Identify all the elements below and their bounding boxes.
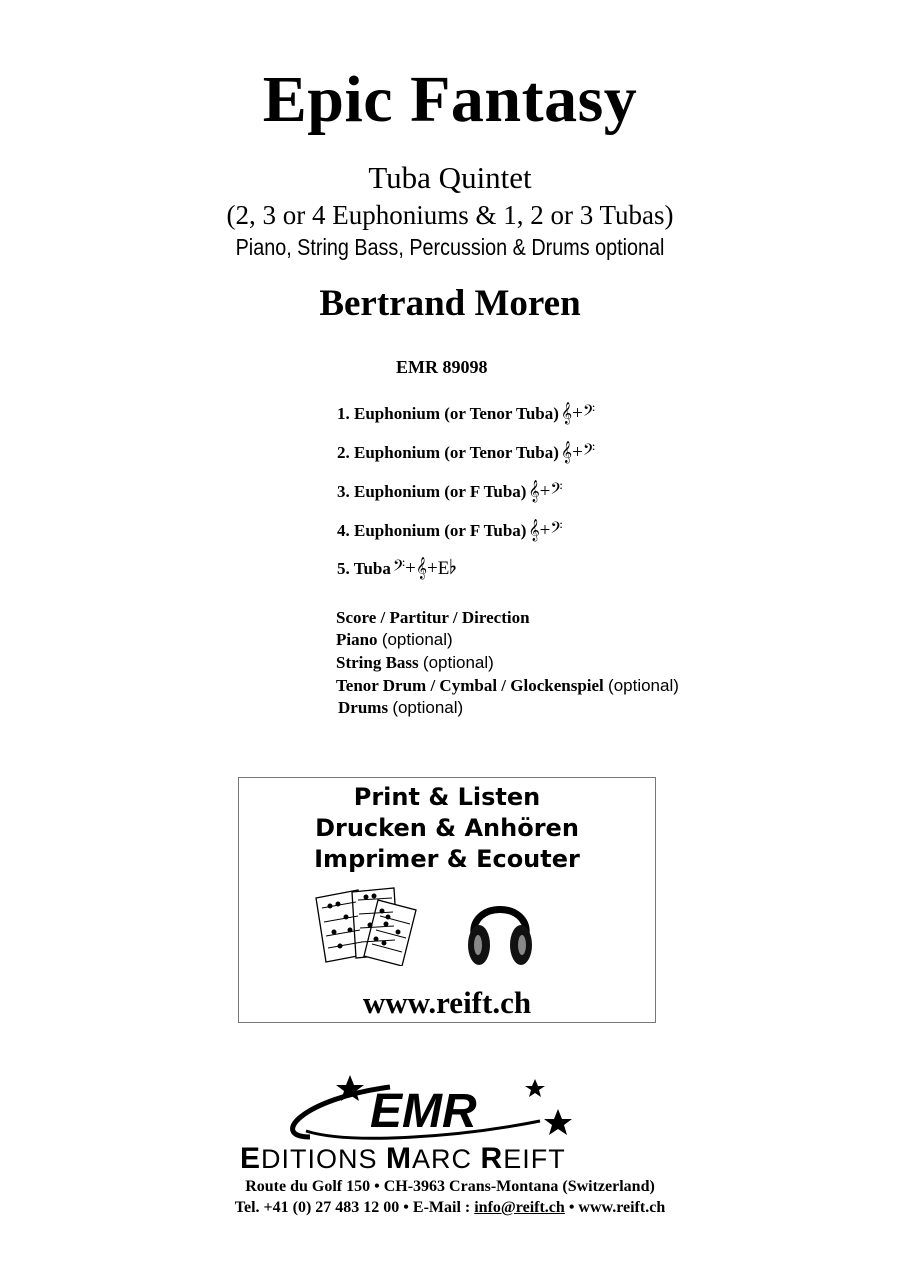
optional-note: (optional) — [422, 653, 494, 672]
website-link[interactable]: www.reift.ch — [362, 985, 532, 1020]
logo-text: EMR — [370, 1085, 477, 1138]
page-title: Epic Fantasy — [262, 63, 638, 136]
part-item — [337, 558, 456, 580]
optional-note: (optional) — [608, 676, 679, 695]
composer: Bertrand Moren — [319, 283, 581, 324]
publisher-name-part: E — [240, 1142, 262, 1171]
promo-line-imprimer: Imprimer & Ecouter — [314, 845, 580, 873]
score-item — [336, 608, 530, 628]
optional-note: (optional) — [381, 630, 453, 649]
optional-note: (optional) — [392, 698, 464, 717]
subtitle: Tuba Quintet — [368, 160, 532, 195]
publisher-name-part: DITIONS — [261, 1144, 387, 1171]
clef-icon: 𝄞+𝄢 — [528, 520, 563, 541]
clef-icon: 𝄞+𝄢 — [560, 442, 596, 463]
promo-line-print-listen: Print & Listen — [353, 783, 541, 811]
headphones-icon — [464, 887, 536, 969]
part-label: 5. Tuba — [337, 559, 391, 578]
sheet-music-icon — [312, 884, 424, 966]
part-item — [337, 442, 595, 464]
clef-icon: 𝄞+𝄢 — [560, 403, 596, 424]
contact-phone: Tel. +41 (0) 27 483 12 00 • E-Mail : — [234, 1199, 475, 1216]
publisher-name — [240, 1142, 566, 1171]
percussion-item — [336, 676, 679, 696]
email-link[interactable]: info@reift.ch — [474, 1199, 565, 1216]
clef-icon: 𝄞+𝄢 — [528, 481, 563, 502]
publisher-contact — [0, 1199, 900, 1217]
optional-instruments: Piano, String Bass, Percussion & Drums optional — [235, 234, 665, 260]
piano-item — [336, 630, 453, 650]
part-label: 4. Euphonium (or F Tuba) — [337, 521, 527, 540]
part-label: String Bass — [336, 653, 419, 672]
string-bass-item — [336, 653, 494, 673]
publisher-name-part: R — [480, 1142, 504, 1171]
part-item — [337, 403, 595, 425]
publisher-name-part: EIFT — [503, 1144, 566, 1171]
part-label: Piano — [336, 630, 378, 649]
part-label: Drums — [338, 698, 389, 717]
catalog-number: EMR 89098 — [396, 357, 488, 377]
part-label: 3. Euphonium (or F Tuba) — [337, 482, 527, 501]
publisher-name-part: M — [386, 1142, 413, 1171]
part-item — [337, 520, 563, 542]
part-label: Score / Partitur / Direction — [336, 608, 530, 627]
part-item — [337, 481, 563, 503]
publisher-address: Route du Golf 150 • CH-3963 Crans-Montana (Switzerland) — [245, 1178, 655, 1195]
part-label: 2. Euphonium (or Tenor Tuba) — [337, 443, 559, 462]
drums-item — [338, 698, 463, 718]
promo-line-drucken: Drucken & Anhören — [315, 814, 579, 842]
contact-website[interactable]: • www.reift.ch — [564, 1199, 666, 1216]
instrumentation: (2, 3 or 4 Euphoniums & 1, 2 or 3 Tubas) — [226, 200, 674, 230]
part-label: 1. Euphonium (or Tenor Tuba) — [337, 404, 559, 423]
publisher-logo — [240, 1075, 680, 1171]
part-label: Tenor Drum / Cymbal / Glockenspiel — [336, 676, 604, 695]
publisher-name-part: ARC — [412, 1144, 481, 1171]
clef-icon: 𝄢+𝄞+E♭ — [392, 558, 457, 579]
